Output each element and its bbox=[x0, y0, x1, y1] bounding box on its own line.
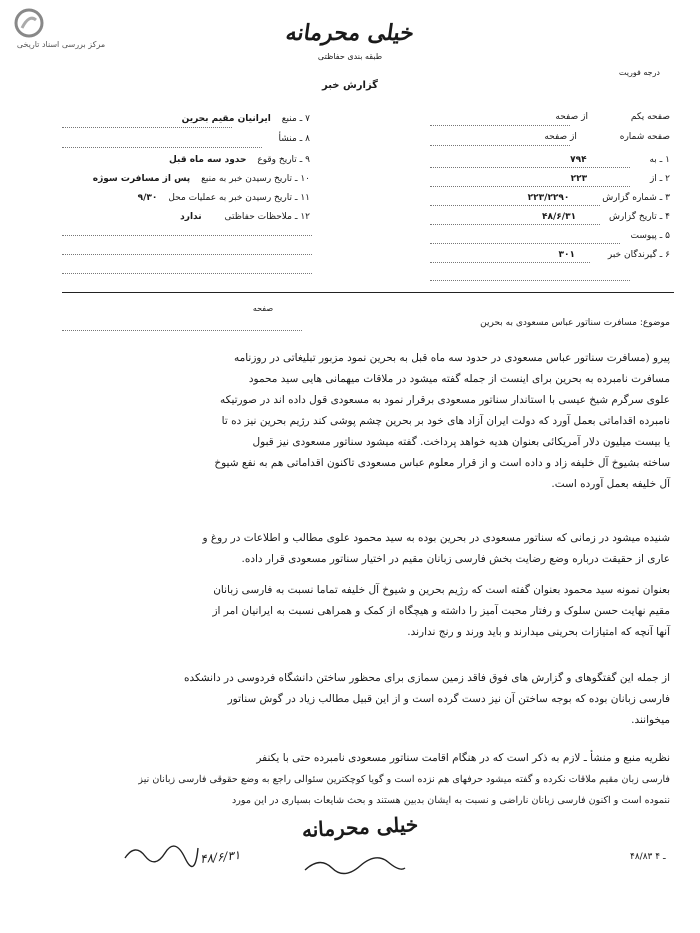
body-line: بعنوان نمونه سید محمود بعنوان گفته است که رژیم بحرین و شیوخ آل خلیفه تماما نسبت به فارسی زبانان bbox=[213, 584, 670, 596]
right-field-report-number: ۳ ـ شماره گزارش ۲۲۳/۲۲۹۰ bbox=[527, 193, 670, 203]
field-line bbox=[430, 262, 590, 263]
body-line: از جمله این گفتگوهای و گزارش های فوق فاقد زمین سمازی برای محظور ساختن دانشگاه فردوسی در دانشکده bbox=[184, 672, 670, 684]
field-line bbox=[62, 254, 312, 255]
body-line: شنیده میشود در زمانی که سناتور مسعودی در بحرین بوده به سید محمود علوی مطالب و اطلاعات در روغ و bbox=[202, 532, 670, 544]
right-field-page: صفحه یکم از صفحه bbox=[555, 112, 670, 122]
body-line: یا بیست میلیون دلار آمریکائی بعنوان هدیه خواهد پرداخت. گفته میشود سناتور مسعودی نیز قبول bbox=[252, 436, 670, 448]
right-field-to: ۱ ـ به ۷۹۴ bbox=[570, 155, 670, 165]
body-line: آنها آنچه که امتیازات بحرینی میدارند و باید ورند و رنج ندارند. bbox=[407, 626, 670, 638]
field-line bbox=[430, 125, 570, 126]
classification-stamp: خیلی محرمانه bbox=[284, 20, 416, 46]
field-line bbox=[62, 147, 262, 148]
body-line: مسافرت نامبرده به بحرین برای اینست از جمله گفته میشود در ملاقات میهمانی هایی سید محمود bbox=[248, 373, 670, 385]
page-box: صفحه bbox=[252, 304, 274, 313]
archive-logo-icon bbox=[14, 8, 44, 38]
body-line: نظریه منبع و منشأ ـ لازم به ذکر است که در هنگام اقامت سناتور مسعودی نامبرده حتی با یکنفر bbox=[256, 752, 670, 764]
field-line bbox=[430, 224, 600, 225]
classification-stamp-footer: خیلی محرمانه bbox=[301, 811, 419, 843]
left-field-received-by-operations: ۱۱ ـ تاریخ رسیدن خبر به عملیات محل ۹/۳۰ bbox=[137, 193, 310, 203]
left-field-received-by-source: ۱۰ ـ تاریخ رسیدن خبر به منبع پس از مسافرت سوژه bbox=[92, 174, 310, 184]
body-line: عاری از حقیقت درباره وضع رضایت بخش فارسی زبانان مقیم در اختیار سناتور مسعودی قرار داده. bbox=[241, 553, 670, 565]
body-line: پیرو (مسافرت سناتور عباس مسعودی در حدود سه ماه قبل به بحرین نمود مزبور تبلیغاتی در روزنامه bbox=[233, 352, 670, 364]
body-line: ننموده است و اکنون فارسی زبانان ناراضی و نسبت به ایشان بدبین هستند و بحث شایعات بسیاری در این مورد bbox=[231, 795, 670, 806]
field-line bbox=[62, 127, 232, 128]
left-field-source: ۷ ـ منبع ایرانیان مقیم بحرین bbox=[181, 114, 310, 124]
classification-subtitle: طبقه بندی حفاظتی bbox=[317, 52, 383, 61]
field-line bbox=[430, 186, 630, 187]
logo-text: مرکز بررسی اسناد تاریخی bbox=[16, 40, 106, 49]
field-line bbox=[430, 205, 600, 206]
field-line bbox=[430, 280, 630, 281]
report-title: گزارش خبر bbox=[321, 80, 378, 91]
right-field-report-date: ۴ ـ تاریخ گزارش ۴۸/۶/۳۱ bbox=[542, 212, 670, 222]
body-line: آل خلیفه بعمل آورده است. bbox=[551, 478, 670, 490]
left-field-origin: ۸ ـ منشأ bbox=[278, 134, 310, 144]
handwritten-date: ۴۸/۶/۳۱ bbox=[199, 847, 241, 867]
field-line bbox=[430, 145, 570, 146]
document-code: ۴۸/۸۳ ـ ۴ bbox=[630, 852, 666, 862]
left-field-security-notes: ۱۲ ـ ملاحظات حفاظتی ندارد bbox=[180, 212, 310, 222]
body-line: فارسی زبان مقیم ملاقات نکرده و گفته میشود حرفهای هم نزده است و گویا کوچکترین سئوالی راجع به وضع حقوقی فارسی زبانان نیز bbox=[138, 774, 670, 785]
right-field-attachment: ۵ ـ پیوست bbox=[630, 231, 670, 241]
field-line bbox=[430, 167, 630, 168]
signature-scribble-icon bbox=[300, 848, 410, 878]
header-divider bbox=[62, 292, 674, 293]
left-field-event-date: ۹ ـ تاریخ وقوع حدود سه ماه قبل bbox=[169, 155, 310, 165]
signature-scribble-icon bbox=[120, 838, 200, 868]
body-line: میخوانند. bbox=[631, 714, 670, 726]
subject-line-rule bbox=[62, 330, 302, 331]
right-field-recipients: ۶ ـ گیرندگان خبر ۳۰۱ bbox=[558, 250, 670, 260]
right-field-from: ۲ ـ از ۲۲۳ bbox=[570, 174, 670, 184]
field-line bbox=[62, 273, 312, 274]
field-line bbox=[430, 243, 620, 244]
right-field-page-number: صفحه شماره از صفحه bbox=[544, 132, 670, 142]
body-line: فارسی زبانان بوده که بوجه ساختن آن نیز دست گرده است و از این قبیل مطالب زیاد در گوش سناتور bbox=[227, 693, 670, 705]
urgency-label: درجه فوریت bbox=[618, 68, 660, 77]
body-line: مقیم نهایت حسن سلوک و رفتار محبت آمیز را داشته و هیچگاه از کمک و همراهی نسبت به ایرانیان امر از bbox=[212, 605, 670, 617]
field-line bbox=[62, 235, 312, 236]
body-line: ساخته بشیوخ آل خلیفه زاد و داده است و از قرار معلوم عباس مسعودی تاکنون اقداماتی هم به نفع شیوخ bbox=[214, 457, 670, 469]
body-line: علوی سرگرم شیخ عیسی با استاندار سناتور مسعودی برقرار نمود به مسعودی قول داده اند در صورتیکه bbox=[220, 394, 670, 406]
subject-line: موضوع: مسافرت سناتور عباس مسعودی به بحرین bbox=[480, 318, 670, 328]
body-line: نامبرده اقداماتی بعمل آورد که دولت ایران آزاد های خود بر بحرین چشم پوشی کند رژیم بحرین نیز ده تا bbox=[221, 415, 670, 427]
